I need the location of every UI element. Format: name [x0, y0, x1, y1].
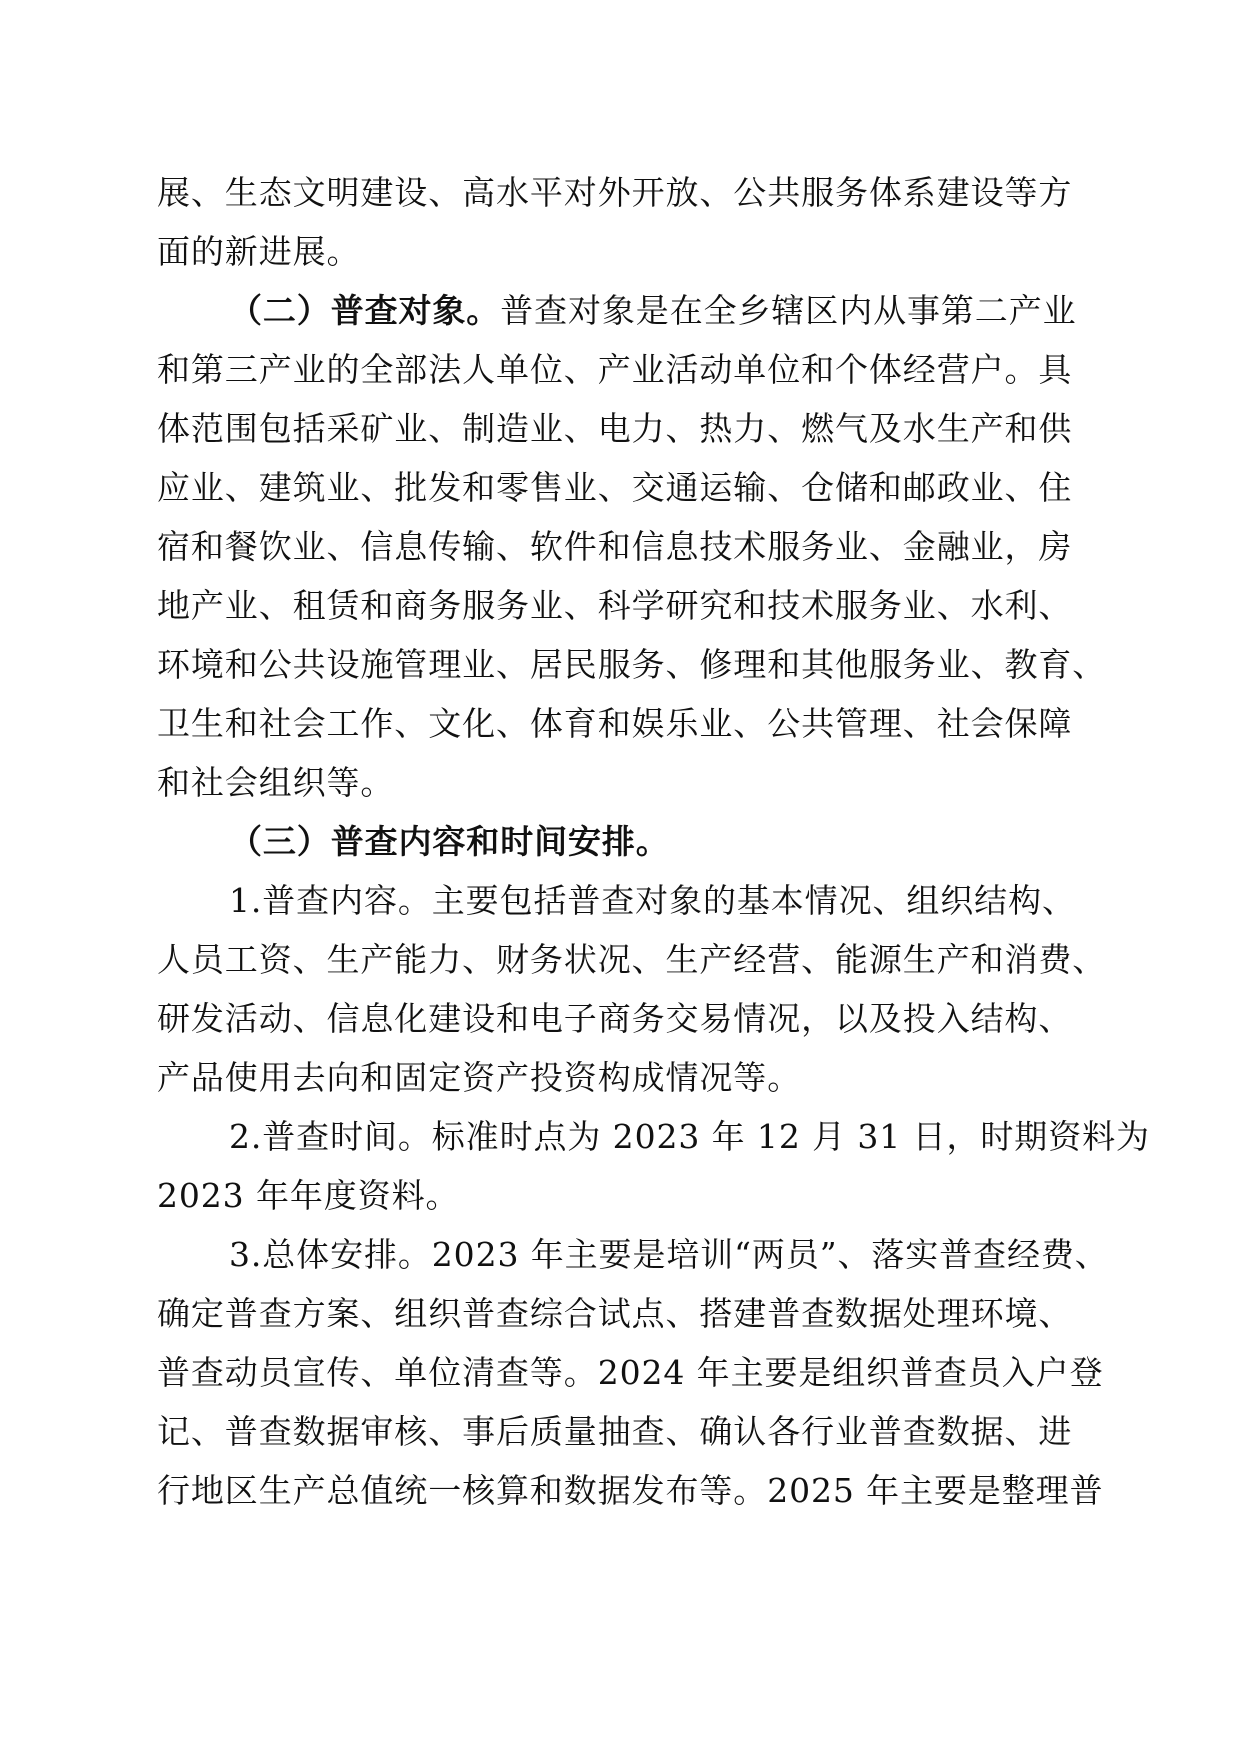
- paragraph-line: 地产业、租赁和商务服务业、科学研究和技术服务业、水利、: [157, 586, 1073, 625]
- paragraph-line: 卫生和社会工作、文化、体育和娱乐业、公共管理、社会保障: [157, 704, 1073, 743]
- paragraph-line: 展、生态文明建设、高水平对外开放、公共服务体系建设等方: [157, 173, 1073, 212]
- section-two-text: 普查对象是在全乡辖区内从事第二产业: [500, 291, 1077, 330]
- paragraph-line: 和第三产业的全部法人单位、产业活动单位和个体经营户。具: [157, 350, 1073, 389]
- paragraph-line: 面的新进展。: [157, 232, 361, 271]
- paragraph-line: 宿和餐饮业、信息传输、软件和信息技术服务业、金融业，房: [157, 527, 1073, 566]
- paragraph-line: 1.普查内容。主要包括普查对象的基本情况、组织结构、: [229, 881, 1076, 920]
- paragraph-line: 2.普查时间。标准时点为 2023 年 12 月 31 日，时期资料为: [229, 1117, 1150, 1156]
- paragraph-line: 和社会组织等。: [157, 763, 395, 802]
- paragraph-line: 2023 年年度资料。: [157, 1176, 460, 1215]
- paragraph-line: 研发活动、信息化建设和电子商务交易情况，以及投入结构、: [157, 999, 1073, 1038]
- paragraph-line: 确定普查方案、组织普查综合试点、搭建普查数据处理环境、: [157, 1294, 1073, 1333]
- paragraph-line: 人员工资、生产能力、财务状况、生产经营、能源生产和消费、: [157, 940, 1107, 979]
- paragraph-line: 行地区生产总值统一核算和数据发布等。2025 年主要是整理普: [157, 1471, 1104, 1510]
- paragraph-line: 体范围包括采矿业、制造业、电力、热力、燃气及水生产和供: [157, 409, 1073, 448]
- paragraph-line: 环境和公共设施管理业、居民服务、修理和其他服务业、教育、: [157, 645, 1107, 684]
- paragraph-line: 普查动员宣传、单位清查等。2024 年主要是组织普查员入户登: [157, 1353, 1104, 1392]
- paragraph-line: 产品使用去向和固定资产投资构成情况等。: [157, 1058, 802, 1097]
- section-two-line: [229, 291, 1077, 331]
- paragraph-line: 记、普查数据审核、事后质量抽查、确认各行业普查数据、进: [157, 1412, 1073, 1451]
- section-heading-2: （二）普查对象。: [229, 291, 501, 330]
- section-heading-3: （三）普查内容和时间安排。: [229, 822, 670, 861]
- paragraph-line: 应业、建筑业、批发和零售业、交通运输、仓储和邮政业、住: [157, 468, 1073, 507]
- paragraph-line: 3.总体安排。2023 年主要是培训“两员”、落实普查经费、: [229, 1235, 1109, 1274]
